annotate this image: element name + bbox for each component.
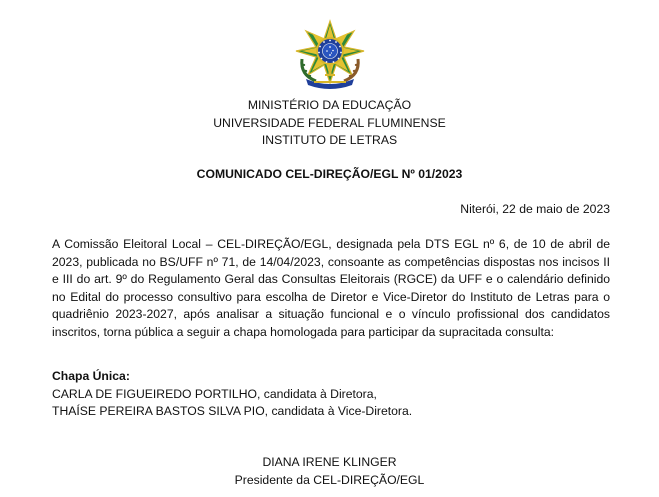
candidate-vice-director: THAÍSE PEREIRA BASTOS SILVA PIO, candidata à Vice-Diretora.: [52, 404, 413, 418]
body-paragraph: A Comissão Eleitoral Local – CEL-DIREÇÃO/EGL, designada pela DTS EGL nº 6, de 10 de abril de 2023, publicada no BS/UFF nº 71, de 14/04/2023, consoante as competências dispostas nos incisos II e III do art. 9º do Regulamento Geral das Consultas Eleitorais (RGCE) da UFF e o calendário definido no Edital do processo consultivo para escolha de Diretor e Vice-Diretor do Instituto de Letras para o quadriênio 2023-2027, após analisar a situação funcional e o vínculo profissional dos candidatos inscritos, torna pública a seguir a chapa homologada para participar da supracitada consulta:: [52, 237, 610, 339]
date-line: Niterói, 22 de maio de 2023: [460, 202, 610, 216]
signatory-name: DIANA IRENE KLINGER: [262, 455, 397, 469]
ministry-name: MINISTÉRIO DA EDUCAÇÃO: [247, 98, 412, 112]
institution-header: [0, 97, 659, 150]
institute-name: INSTITUTO DE LETRAS: [261, 133, 398, 147]
document-title: COMUNICADO CEL-DIREÇÃO/EGL Nº 01/2023: [196, 167, 463, 181]
brazil-coat-of-arms-icon: [292, 19, 368, 89]
signature-block: [0, 454, 659, 489]
university-name: UNIVERSIDADE FEDERAL FLUMINENSE: [213, 115, 446, 130]
chapa-title: Chapa Única:: [52, 369, 130, 383]
signatory-role: Presidente da CEL-DIREÇÃO/EGL: [234, 472, 425, 487]
chapa-section: [52, 368, 412, 421]
candidate-director: CARLA DE FIGUEIREDO PORTILHO, candidata à Diretora,: [52, 386, 377, 401]
